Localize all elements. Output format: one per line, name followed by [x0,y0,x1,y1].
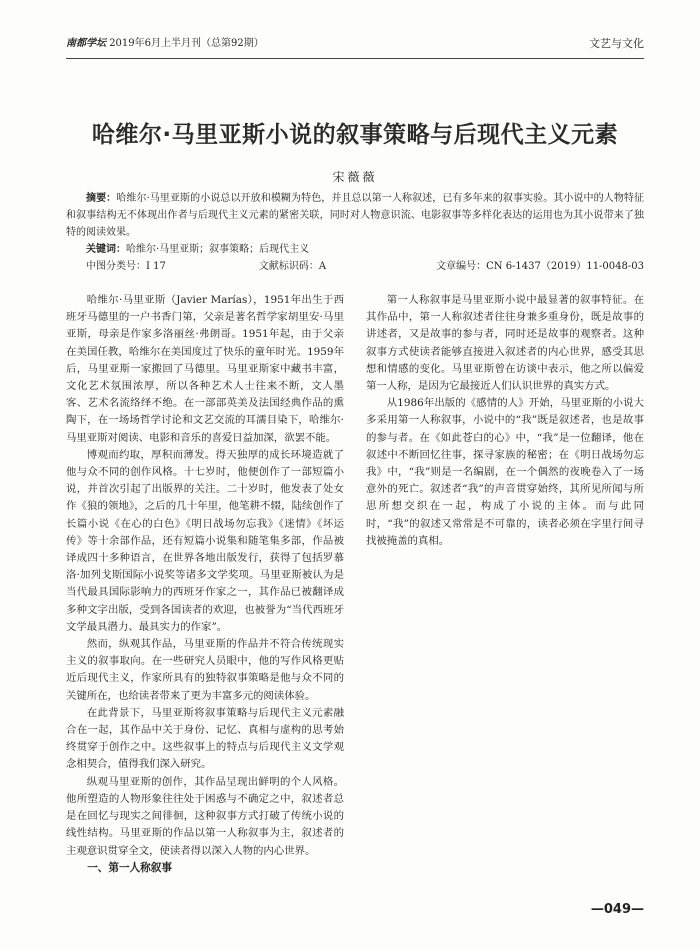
abstract-text: 哈维尔·马里亚斯的小说总以开放和模糊为特色，并且总以第一人称叙述，已有多年来的叙事实验。其小说中的人物特征和叙事结构无不体现出作者与后现代主义元素的紧密关联，同时对人物意识流、电影叙事等多样化表达的运用也为其小说带来了独特的阅读效果。 [66,193,644,238]
body-paragraph: 然而，纵观其作品，马里亚斯的作品并不符合传统现实主义的叙事取向。在一些研究人员眼中，他的写作风格更贴近后现代主义，作家所具有的独特叙事策略是他与众不同的关键所在，也给读者带来了更为丰富多元的阅读体验。 [66,638,344,702]
clc-value: I 17 [146,261,166,272]
header-journal-info [66,34,264,54]
body-paragraph: 博观而约取，厚积而薄发。得天独厚的成长环境造就了他与众不同的创作风格。十七岁时，他便创作了一部短篇小说，并首次引起了出版界的关注。二十岁时，他发表了处女作《狼的领地》，之后的几十年里，他笔耕不辍，陆续创作了长篇小说《在心的白色》《明日战场勿忘我》《迷情》《坏运传》等十余部作品，还有短篇小说集和随笔集多部，作品被译成四十多种语言，在世界各地出版发行，获得了包括罗慕洛·加列戈斯国际小说奖等诸多文学奖项。马里亚斯被认为是当代最具国际影响力的西班牙作家之一，其作品已被翻译成多种文字出版，受到各国读者的欢迎，也被誉为“当代西班牙文学最具潜力、最具实力的作家”。 [66,448,344,633]
keywords-label: 关键词： [86,244,126,255]
doc-code-value: A [318,261,327,272]
classification-line [66,258,644,275]
body-paragraph: 第一人称叙事是马里亚斯小说中最显著的叙事特征。在其作品中，第一人称叙述者往往身兼多重身份，既是故事的讲述者，又是故事的参与者，同时还是故事的观察者。这种叙事方式使读者能够直接进入叙述者的内心世界，感受其思想和情感的变化。马里亚斯曾在访谈中表示，他之所以偏爱第一人称，是因为它最接近人们认识世界的真实方式。 [366,294,644,393]
section-heading: 一、第一人称叙事 [87,861,172,874]
header-divider [66,58,644,59]
abstract-paragraph [66,190,644,241]
section-name: 文艺与文化 [589,37,644,50]
clc-label: 中图分类号： [86,261,146,272]
keywords-line [66,241,644,258]
abstract-block [66,190,644,275]
keywords-text: 哈维尔·马里亚斯；叙事策略；后现代主义 [126,244,310,255]
article-no-label: 文章编号： [436,261,487,272]
article-title: 哈维尔·马里亚斯小说的叙事策略与后现代主义元素 [91,122,619,148]
doc-code-label: 文献标识码： [258,261,319,272]
running-header [66,34,644,54]
body-paragraph: 在此背景下，马里亚斯将叙事策略与后现代主义元素融合在一起，其作品中关于身份、记忆、真相与虚构的思考始终贯穿于创作之中。这些叙事上的特点与后现代主义文学观念相契合，值得我们深入研究。 [66,706,344,771]
article-body [66,292,644,896]
author-name: 宋薇薇 [332,170,378,184]
body-paragraph: 纵观马里亚斯的创作，其作品呈现出鲜明的个人风格。他所塑造的人物形象往往处于困惑与不确定之中，叙述者总是在回忆与现实之间徘徊，这种叙事方式打破了传统小说的线性结构。马里亚斯的作品以第一人称叙事为主，叙述者的主观意识贯穿全文，使读者得以深入人物的内心世界。 [66,775,344,857]
journal-name: 南都学坛 [66,38,106,49]
abstract-label: 摘要： [86,193,117,204]
body-paragraph: 哈维尔·马里亚斯（Javier Marías），1951年出生于西班牙马德里的一户书香门第，父亲是著名哲学家胡里安·马里亚斯，母亲是作家多洛丽丝·弗朗哥。1951年起，由于父亲在美国任教，哈维尔在美国度过了快乐的童年时光。1959年后，马里亚斯一家搬回了马德里。马里亚斯家中藏书丰富，文化艺术氛围浓厚，所以各种艺术人士往来不断，文人墨客、艺术名流络绎不绝。在一部部英美及法国经典作品的熏陶下，在一场场哲学讨论和文艺交流的耳濡目染下，哈维尔·马里亚斯对阅读、电影和音乐的喜爱日益加深，欲罢不能。 [66,294,344,444]
body-paragraph: 从1986年出版的《感情的人》开始，马里亚斯的小说大多采用第一人称叙事，小说中的“我”既是叙述者，也是故事的参与者。在《如此苍白的心》中，“我”是一位翻译，他在叙述中不断回忆往事，探寻家族的秘密；在《明日战场勿忘我》中，“我”则是一名编剧，在一个偶然的夜晚卷入了一场意外的死亡。叙述者“我”的声音贯穿始终，其所见所闻与所思所想交织在一起，构成了小说的主体。而与此同时，“我”的叙述又常常是不可靠的，读者必须在字里行间寻找被掩盖的真相。 [366,397,644,547]
page-number: —049— [590,902,644,917]
article-no-value: CN 6-1437（2019）11-0048-03 [486,261,644,272]
issue-info: 2019年6月上半月刊（总第92期） [109,38,264,49]
